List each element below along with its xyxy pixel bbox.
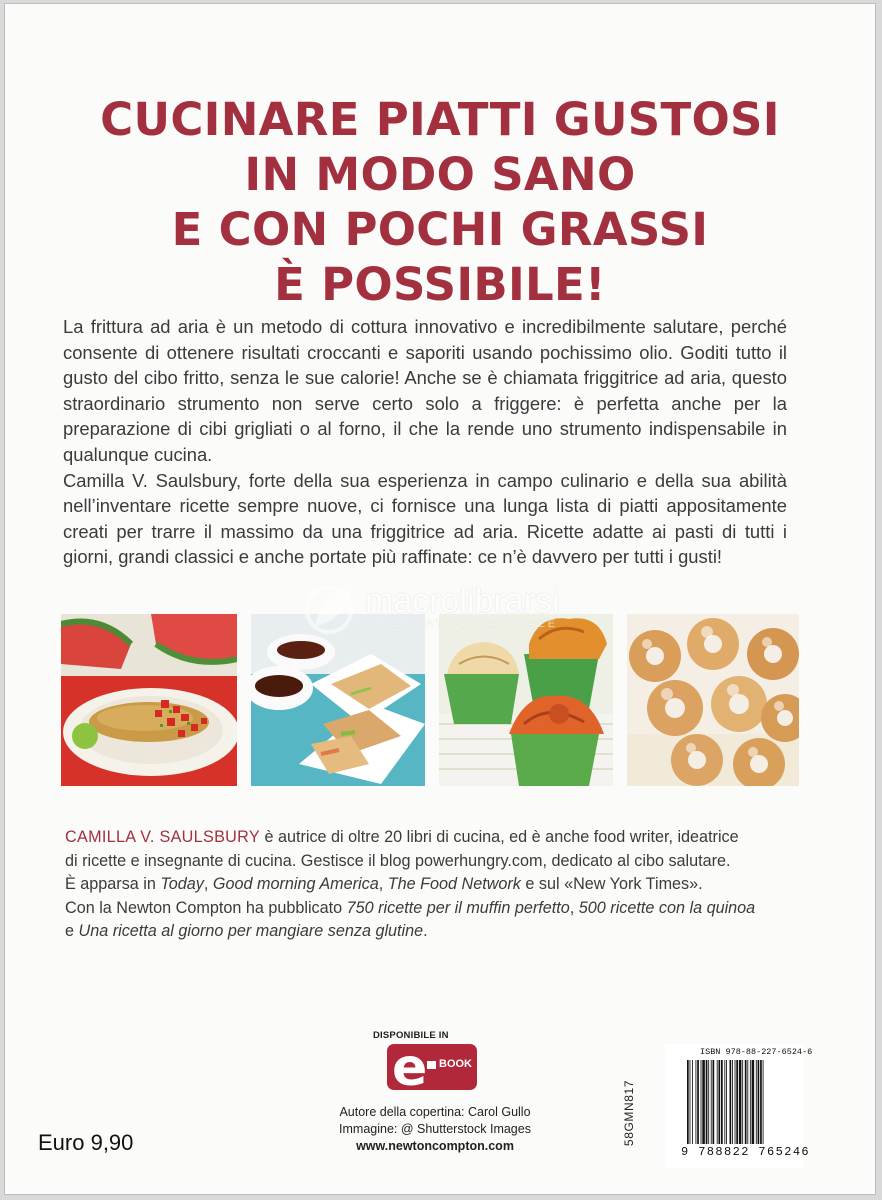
spring-rolls-photo bbox=[251, 614, 425, 786]
bio-text: è autrice di oltre 20 libri di cucina, ed è anche food writer, ideatrice bbox=[259, 828, 739, 846]
barcode-bar bbox=[730, 1060, 732, 1144]
barcode-bar bbox=[696, 1060, 697, 1144]
author-bio bbox=[65, 826, 835, 944]
product-code-text: 58GMN817 bbox=[622, 1079, 636, 1147]
barcode-bar bbox=[726, 1060, 727, 1144]
isbn-text: ISBN 978-88-227-6524-6 bbox=[700, 1047, 813, 1057]
credits bbox=[305, 1104, 565, 1155]
book-title: 500 ricette con la quinoa bbox=[578, 898, 756, 917]
bio-text: , bbox=[569, 898, 579, 917]
book-title: Una ricetta al giorno per mangiare senza glutine bbox=[78, 922, 424, 940]
headline-line-3: E CON POCHI GRASSI bbox=[171, 203, 709, 256]
barcode-bar bbox=[739, 1060, 742, 1144]
bio-text: , bbox=[378, 875, 388, 893]
bio-text: , bbox=[203, 875, 213, 893]
headline-line-1: CUCINARE PIATTI GUSTOSI bbox=[100, 93, 780, 146]
barcode-bar bbox=[687, 1060, 689, 1144]
barcode-bar bbox=[692, 1060, 693, 1144]
image-credit: Immagine: @ Shutterstock Images bbox=[339, 1122, 531, 1136]
barcode-bar bbox=[745, 1060, 747, 1144]
barcode-bar bbox=[697, 1060, 699, 1144]
bio-text: Con la Newton Compton ha pubblicato bbox=[65, 898, 347, 917]
barcode-bar bbox=[760, 1060, 762, 1144]
barcode-bar bbox=[756, 1060, 757, 1144]
book-title: 750 ricette per il muffin perfetto bbox=[346, 898, 570, 917]
barcode-bar bbox=[763, 1060, 764, 1144]
bio-text: È apparsa in bbox=[65, 875, 161, 893]
watermark bbox=[301, 582, 631, 638]
barcode-bar bbox=[706, 1060, 708, 1144]
ebook-available-label: DISPONIBILE IN bbox=[373, 1030, 449, 1041]
headline bbox=[5, 92, 875, 312]
ebook-book-label: BOOK bbox=[439, 1058, 472, 1070]
barcode-bar bbox=[752, 1060, 755, 1144]
bio-text: di ricette e insegnante di cucina. Gestisce il blog powerhungry.com, dedicato al cibo salutare. bbox=[65, 851, 731, 870]
donuts-photo bbox=[627, 614, 799, 786]
leaf-logo-icon bbox=[303, 584, 359, 636]
barcode-bar bbox=[713, 1060, 715, 1144]
barcode-bar bbox=[702, 1060, 705, 1144]
barcode-bar bbox=[701, 1060, 702, 1144]
show-title: Good morning America bbox=[212, 875, 379, 893]
bio-text: e sul «New York Times». bbox=[520, 875, 703, 893]
barcode-bar bbox=[742, 1060, 743, 1144]
ean-number: 9 788822 765246 bbox=[681, 1145, 811, 1159]
author-name: CAMILLA V. SAULSBURY bbox=[65, 828, 260, 846]
ebook-badge bbox=[387, 1038, 477, 1098]
barcode-bar bbox=[721, 1060, 723, 1144]
vegetable-chips-photo bbox=[439, 614, 613, 786]
intro-paragraph-2: Camilla V. Saulsbury, forte della sua esperienza in campo culinario e della sua abilità nell’inventare ricette sempre nuove, ci fornisce una lunga lista di piatti appositamente creati per trarre il massimo da una friggitrice ad aria. Ricette adatte ai pasti di tutti i giorni, grandi classici e anche portate più raffinate: ce n’è davvero per tutti i gusti! bbox=[63, 469, 787, 568]
ebook-dash-icon bbox=[427, 1061, 436, 1069]
barcode-bar bbox=[758, 1060, 760, 1144]
barcode-bar bbox=[747, 1060, 748, 1144]
barcode-bar bbox=[735, 1060, 736, 1144]
watermark-name: macrolibrarsi bbox=[365, 582, 560, 620]
barcode-bar bbox=[750, 1060, 751, 1144]
barcode-bar bbox=[708, 1060, 709, 1144]
fish-with-tomato-photo bbox=[61, 614, 237, 786]
bio-text: e bbox=[65, 922, 79, 940]
show-title: Today bbox=[160, 875, 204, 893]
barcode-bar bbox=[717, 1060, 718, 1144]
barcode-bar bbox=[711, 1060, 712, 1144]
intro-text bbox=[63, 314, 787, 570]
price: Euro 9,90 bbox=[38, 1130, 134, 1155]
barcode-bar bbox=[690, 1060, 691, 1144]
barcode-bar bbox=[724, 1060, 725, 1144]
barcode-bar bbox=[718, 1060, 720, 1144]
headline-line-2: IN MODO SANO bbox=[244, 148, 636, 201]
barcode-bar bbox=[732, 1060, 733, 1144]
barcode-bar bbox=[736, 1060, 738, 1144]
cover-author-credit: Autore della copertina: Carol Gullo bbox=[339, 1105, 531, 1119]
product-code bbox=[619, 1058, 639, 1168]
barcode-icon bbox=[685, 1060, 797, 1144]
ebook-e-icon: e bbox=[392, 1038, 428, 1098]
intro-paragraph-1: La frittura ad aria è un metodo di cottura innovativo e incredibilmente salutare, perché consente di ottenere risultati croccanti e saporiti usando pochissimo olio. Goditi tutto il gusto del cibo fritto, senza le sue calorie! Anche se è chiamata friggitrice ad aria, questo straordinario strumento non serve certo solo a friggere: è perfetta anche per la preparazione di cibi grigliati o al forno, il che la rende uno strumento indispensabile in qualunque cucina. bbox=[63, 316, 787, 465]
publisher-url: www.newtoncompton.com bbox=[356, 1139, 514, 1153]
watermark-tagline: ALTERNATIVA NATURALE bbox=[365, 618, 559, 630]
back-cover bbox=[4, 3, 876, 1195]
show-title: The Food Network bbox=[387, 875, 521, 893]
headline-line-4: È POSSIBILE! bbox=[274, 258, 606, 311]
bio-text: . bbox=[423, 922, 428, 940]
